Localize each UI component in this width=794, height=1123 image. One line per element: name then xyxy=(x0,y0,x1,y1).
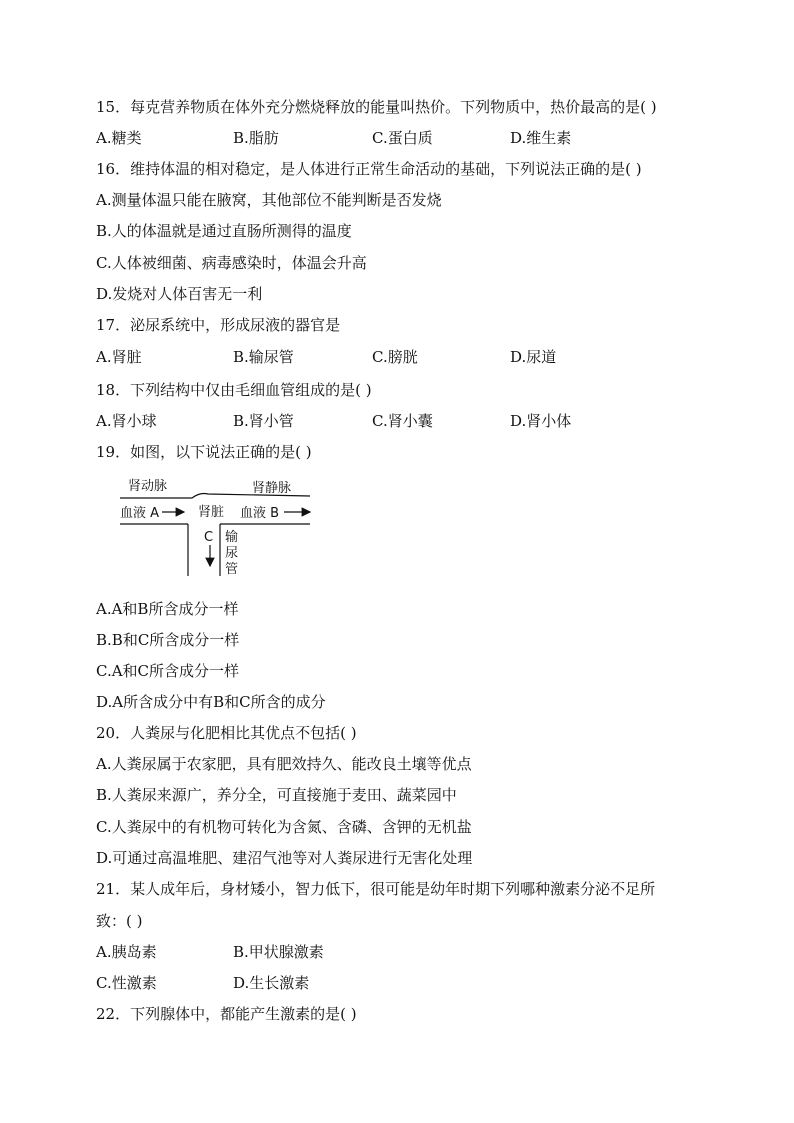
q18-option-a: A.肾小球 xyxy=(96,412,157,430)
ureter-char-2: 尿 xyxy=(225,546,239,561)
renal-vein-label: 肾静脉 xyxy=(252,481,292,496)
ureter-char-1: 输 xyxy=(225,530,239,545)
q15-stem: 15．每克营养物质在体外充分燃烧释放的能量叫热价。下列物质中，热价最高的是( ) xyxy=(96,98,657,116)
q16-stem: 16．维持体温的相对稳定，是人体进行正常生命活动的基础，下列说法正确的是( ) xyxy=(96,160,642,178)
q21-stem-line-1: 21．某人成年后，身材矮小，智力低下，很可能是幼年时期下列哪种激素分泌不足所 xyxy=(96,880,656,898)
q15-option-a: A.糖类 xyxy=(96,129,142,147)
q16-option-c: C.人体被细菌、病毒感染时，体温会升高 xyxy=(96,254,367,272)
q18-option-b: B.肾小管 xyxy=(233,412,294,430)
renal-artery-label: 肾动脉 xyxy=(128,479,168,494)
blood-b-label: 血液 B xyxy=(240,506,280,521)
q17-option-b: B.输尿管 xyxy=(233,348,294,366)
q21-option-d: D.生长激素 xyxy=(233,974,310,992)
q19-option-b: B.B和C所含成分一样 xyxy=(96,631,240,649)
q19-option-a: A.A和B所含成分一样 xyxy=(96,600,239,618)
q16-option-d: D.发烧对人体百害无一利 xyxy=(96,285,263,303)
q16-option-b: B.人的体温就是通过直肠所测得的温度 xyxy=(96,222,352,240)
c-label: C xyxy=(204,530,214,545)
q17-option-a: A.肾脏 xyxy=(96,348,142,366)
q18-option-c: C.肾小囊 xyxy=(372,412,433,430)
q15-option-c: C.蛋白质 xyxy=(372,129,433,147)
q16-option-a: A.测量体温只能在腋窝，其他部位不能判断是否发烧 xyxy=(96,191,442,209)
q19-option-c: C.A和C所含成分一样 xyxy=(96,662,240,680)
q17-option-c: C.膀胱 xyxy=(372,348,418,366)
q18-stem: 18．下列结构中仅由毛细血管组成的是( ) xyxy=(96,381,372,399)
q20-option-a: A.人粪尿属于农家肥，具有肥效持久、能改良土壤等优点 xyxy=(96,755,472,773)
q21-option-b: B.甲状腺激素 xyxy=(233,943,324,961)
q17-stem: 17．泌尿系统中，形成尿液的器官是 xyxy=(96,316,341,334)
blood-a-label: 血液 A xyxy=(120,506,160,521)
q17-option-d: D.尿道 xyxy=(510,348,557,366)
q20-option-b: B.人粪尿来源广，养分全，可直接施于麦田、蔬菜园中 xyxy=(96,786,457,804)
q19-option-d: D.A所含成分中有B和C所含的成分 xyxy=(96,693,326,711)
q20-stem: 20．人粪尿与化肥相比其优点不包括( ) xyxy=(96,724,357,742)
q21-option-c: C.性激素 xyxy=(96,974,157,992)
q21-option-a: A.胰岛素 xyxy=(96,943,157,961)
ureter-char-3: 管 xyxy=(225,562,239,577)
q22-stem: 22．下列腺体中，都能产生激素的是( ) xyxy=(96,1005,357,1023)
q20-option-c: C.人粪尿中的有机物可转化为含氮、含磷、含钾的无机盐 xyxy=(96,818,472,836)
q21-stem-line-2: 致：( ) xyxy=(96,912,143,930)
q18-option-d: D.肾小体 xyxy=(510,412,572,430)
q20-option-d: D.可通过高温堆肥、建沼气池等对人粪尿进行无害化处理 xyxy=(96,849,473,867)
q15-option-d: D.维生素 xyxy=(510,129,572,147)
kidney-label: 肾脏 xyxy=(198,505,225,520)
q19-stem: 19．如图，以下说法正确的是( ) xyxy=(96,443,312,461)
kidney-diagram xyxy=(112,470,332,588)
q15-option-b: B.脂肪 xyxy=(233,129,279,147)
